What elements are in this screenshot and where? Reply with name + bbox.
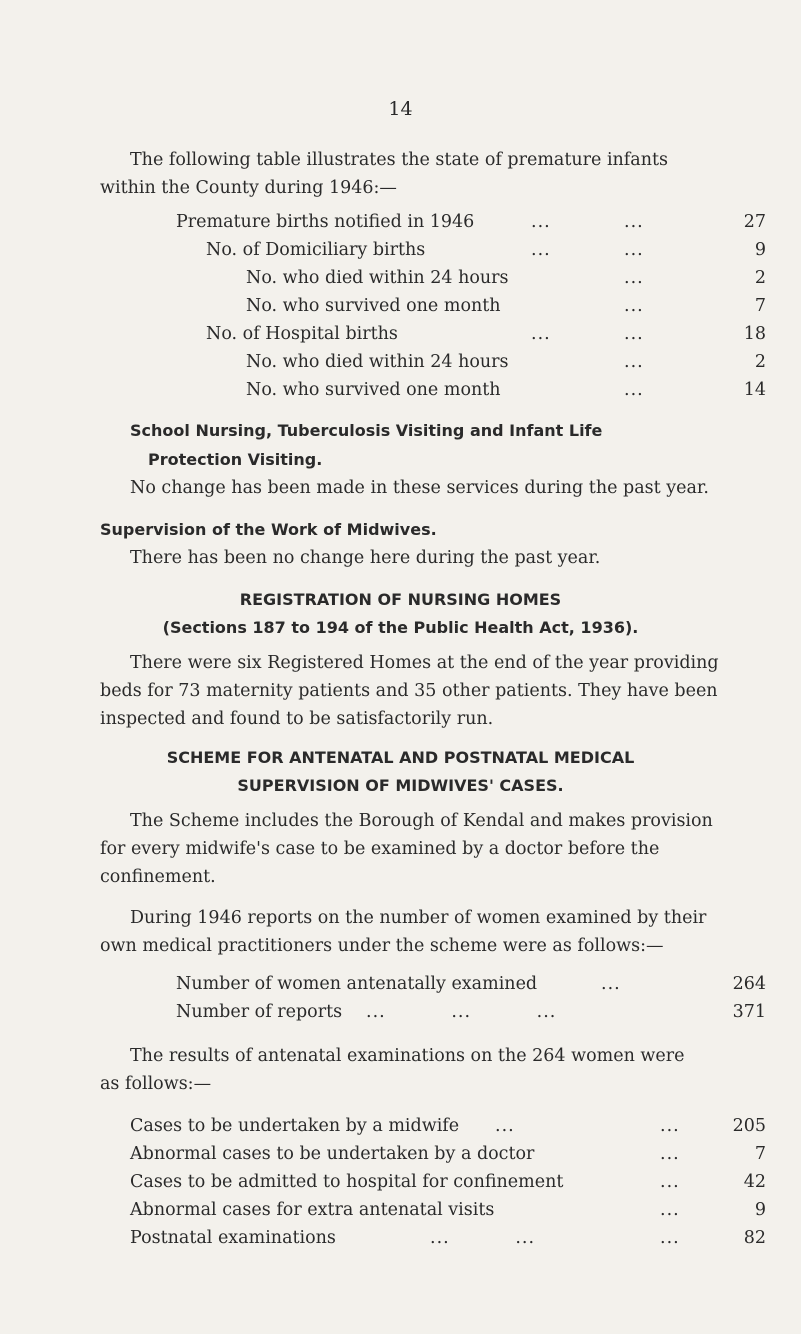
row-label: Abnormal cases to be undertaken by a doctor <box>130 1144 535 1164</box>
row-value: 2 <box>754 352 766 372</box>
row-leader: ... <box>531 240 551 260</box>
row-label: No. of Domiciliary births <box>206 240 426 260</box>
row-leader: ... <box>624 380 644 400</box>
row-leader: ... <box>624 212 644 232</box>
row-leader: ... <box>531 324 551 344</box>
row-leader: ... <box>624 352 644 372</box>
row-value: 27 <box>743 212 766 232</box>
intro-line-2: within the County during 1946:— <box>100 178 397 198</box>
row-leader: ... <box>624 296 644 316</box>
row-value: 7 <box>754 1144 766 1164</box>
row-value: 18 <box>743 324 766 344</box>
scheme-p1-line-1: The Scheme includes the Borough of Kendal and makes provision <box>130 811 713 831</box>
row-value: 14 <box>743 380 766 400</box>
nursing-homes-line-1: There were six Registered Homes at the end of the year providing <box>130 653 719 673</box>
row-value: 82 <box>743 1228 766 1248</box>
row-leader: ... ... ... <box>366 1002 557 1022</box>
row-label: No. who survived one month <box>246 296 501 316</box>
row-label: Cases to be admitted to hospital for confinement <box>130 1172 564 1192</box>
row-label: No. who died within 24 hours <box>246 268 509 288</box>
row-value: 371 <box>732 1002 766 1022</box>
row-value: 205 <box>732 1116 766 1136</box>
nursing-homes-line-3: inspected and found to be satisfactorily run. <box>100 709 494 729</box>
row-label: Number of women antenatally examined <box>176 974 538 994</box>
row-leader: ... <box>660 1144 680 1164</box>
row-label: No. of Hospital births <box>206 324 398 344</box>
scheme-heading-line-2: SUPERVISION OF MIDWIVES' CASES. <box>237 776 564 795</box>
row-leader: ... <box>624 268 644 288</box>
row-leader: ... <box>660 1116 680 1136</box>
school-nursing-heading-line-1: School Nursing, Tuberculosis Visiting and Infant Life <box>130 421 603 440</box>
row-value: 264 <box>732 974 766 994</box>
nursing-homes-line-2: beds for 73 maternity patients and 35 other patients. They have been <box>100 681 718 701</box>
row-label: Premature births notified in 1946 <box>176 212 475 232</box>
results-line-2: as follows:— <box>100 1074 212 1094</box>
page-number: 14 <box>388 98 413 120</box>
nursing-homes-heading: REGISTRATION OF NURSING HOMES <box>239 590 562 609</box>
scheme-p1-line-2: for every midwife's case to be examined by a doctor before the <box>100 839 660 859</box>
scheme-p1-line-3: confinement. <box>100 867 216 887</box>
row-label: Postnatal examinations <box>130 1228 336 1248</box>
row-value: 9 <box>754 240 766 260</box>
row-value: 2 <box>754 268 766 288</box>
midwives-body: There has been no change here during the past year. <box>130 548 601 568</box>
row-leader: ... <box>624 240 644 260</box>
scheme-p2-line-1: During 1946 reports on the number of women examined by their <box>130 908 707 928</box>
scheme-p2-line-2: own medical practitioners under the scheme were as follows:— <box>100 936 664 956</box>
row-value: 42 <box>743 1172 766 1192</box>
results-line-1: The results of antenatal examinations on the 264 women were <box>130 1046 685 1066</box>
row-value: 9 <box>754 1200 766 1220</box>
scheme-heading-line-1: SCHEME FOR ANTENATAL AND POSTNATAL MEDICAL <box>166 748 635 767</box>
row-leader: ... <box>624 324 644 344</box>
row-leader: ... <box>531 212 551 232</box>
row-leader: ... <box>660 1228 680 1248</box>
row-leader: ... <box>660 1200 680 1220</box>
row-leader: ... <box>495 1116 515 1136</box>
school-nursing-heading-line-2: Protection Visiting. <box>148 450 323 469</box>
row-leader: ... ... <box>430 1228 536 1248</box>
school-nursing-body: No change has been made in these services during the past year. <box>130 478 709 498</box>
row-label: Number of reports <box>176 1002 343 1022</box>
row-leader: ... <box>601 974 621 994</box>
midwives-heading: Supervision of the Work of Midwives. <box>100 520 437 539</box>
row-label: Cases to be undertaken by a midwife <box>130 1116 460 1136</box>
row-value: 7 <box>754 296 766 316</box>
row-label: No. who died within 24 hours <box>246 352 509 372</box>
row-label: Abnormal cases for extra antenatal visits <box>130 1200 495 1220</box>
row-leader: ... <box>660 1172 680 1192</box>
intro-line-1: The following table illustrates the state of premature infants <box>130 150 669 170</box>
nursing-homes-subheading: (Sections 187 to 194 of the Public Health Act, 1936). <box>162 618 639 637</box>
row-label: No. who survived one month <box>246 380 501 400</box>
